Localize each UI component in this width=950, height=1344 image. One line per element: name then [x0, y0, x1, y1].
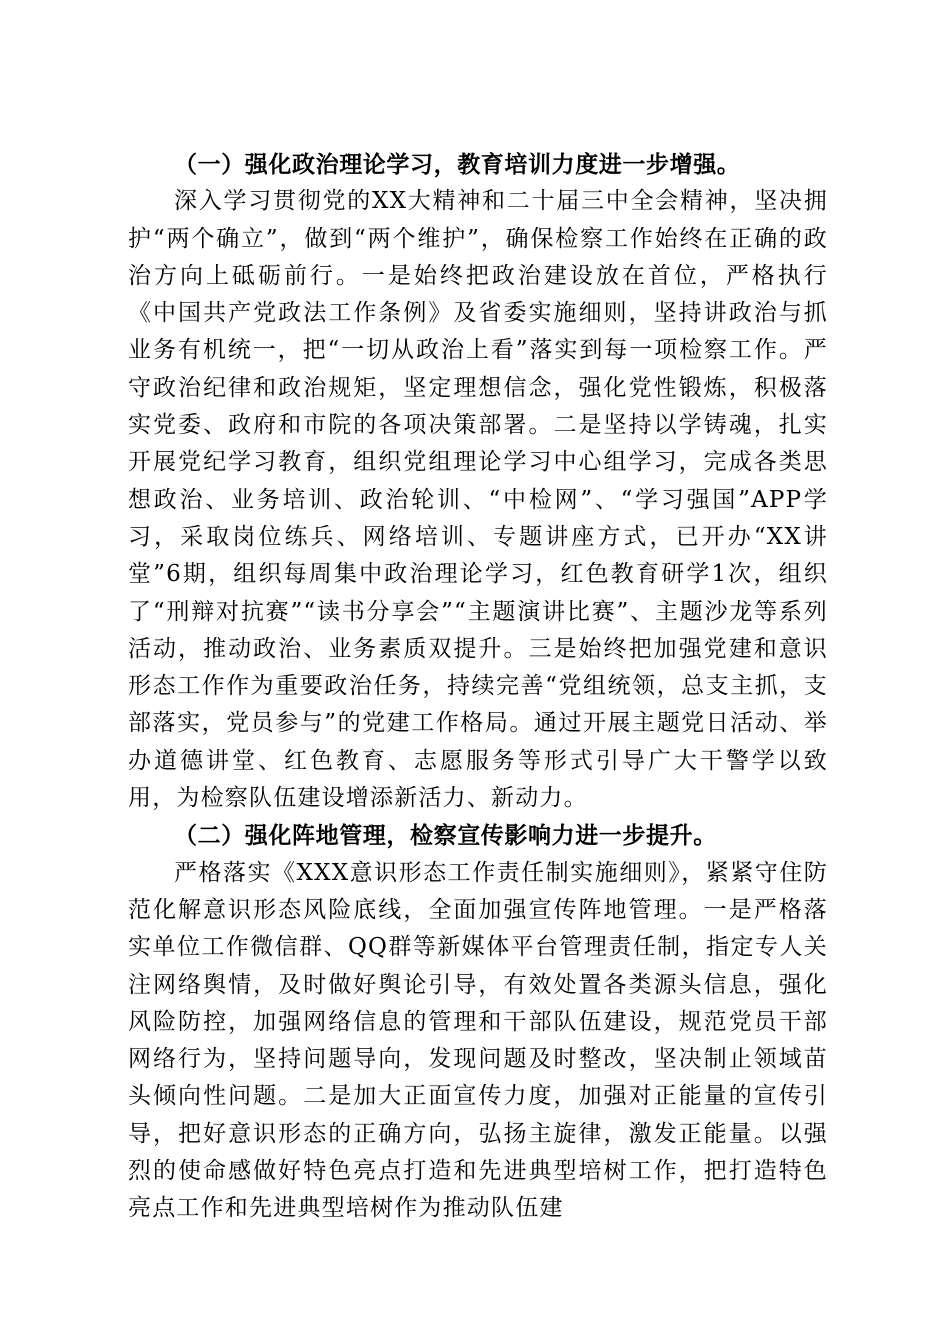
- section-2-heading: （二）强化阵地管理，检察宣传影响力进一步提升。: [174, 822, 717, 850]
- section-2-paragraph: 严格落实《XXX意识形态工作责任制实施细则》，紧紧守住防范化解意识形态风险底线，全面加强宣传阵地管理。一是严格落实单位工作微信群、QQ群等新媒体平台管理责任制，指定专人关注网络舆情，及时做好舆论引导，有效处置各类源头信息，强化风险防控，加强网络信息的管理和干部队伍建设，规范党员干部网络行为，坚持问题导向，发现问题及时整改，坚决制止领域苗头倾向性问题。二是加大正面宣传力度，加强对正能量的宣传引导，把好意识形态的正确方向，弘扬主旋律，激发正能量。以强烈的使命感做好特色亮点打造和先进典型培树工作，把打造特色亮点工作和先进典型培树作为推动队伍建: [128, 859, 828, 1222]
- section-1-heading: （一）强化政治理论学习，教育培训力度进一步增强。: [174, 151, 741, 178]
- section-1-paragraph: 深入学习贯彻党的XX大精神和二十届三中全会精神，坚决拥护“两个确立”，做到“两个维护”，确保检察工作始终在正确的政治方向上砥砺前行。一是始终把政治建设放在首位，严格执行《中国共产党政法工作条例》及省委实施细则，坚持讲政治与抓业务有机统一，把“一切从政治上看”落实到每一项检察工作。严守政治纪律和政治规矩，坚定理想信念，强化党性锻炼，积极落实党委、政府和市院的各项决策部署。二是坚持以学铸魂，扎实开展党纪学习教育，组织党组理论学习中心组学习，完成各类思想政治、业务培训、政治轮训、“中检网”、“学习强国”APP学习，采取岗位练兵、网络培训、专题讲座方式，已开办“XX讲堂”6期，组织每周集中政治理论学习，红色教育研学1次，组织了“刑辩对抗赛”“读书分享会”“主题演讲比赛”、主题沙龙等系列活动，推动政治、业务素质双提升。三是始终把加强党建和意识形态工作作为重要政治任务，持续完善“党组统领，总支主抓，支部落实，党员参与”的党建工作格局。通过开展主题党日活动、举办道德讲堂、红色教育、志愿服务等形式引导广大干警学以致用，为检察队伍建设增添新活力、新动力。: [128, 188, 828, 812]
- document-body: [128, 146, 828, 1228]
